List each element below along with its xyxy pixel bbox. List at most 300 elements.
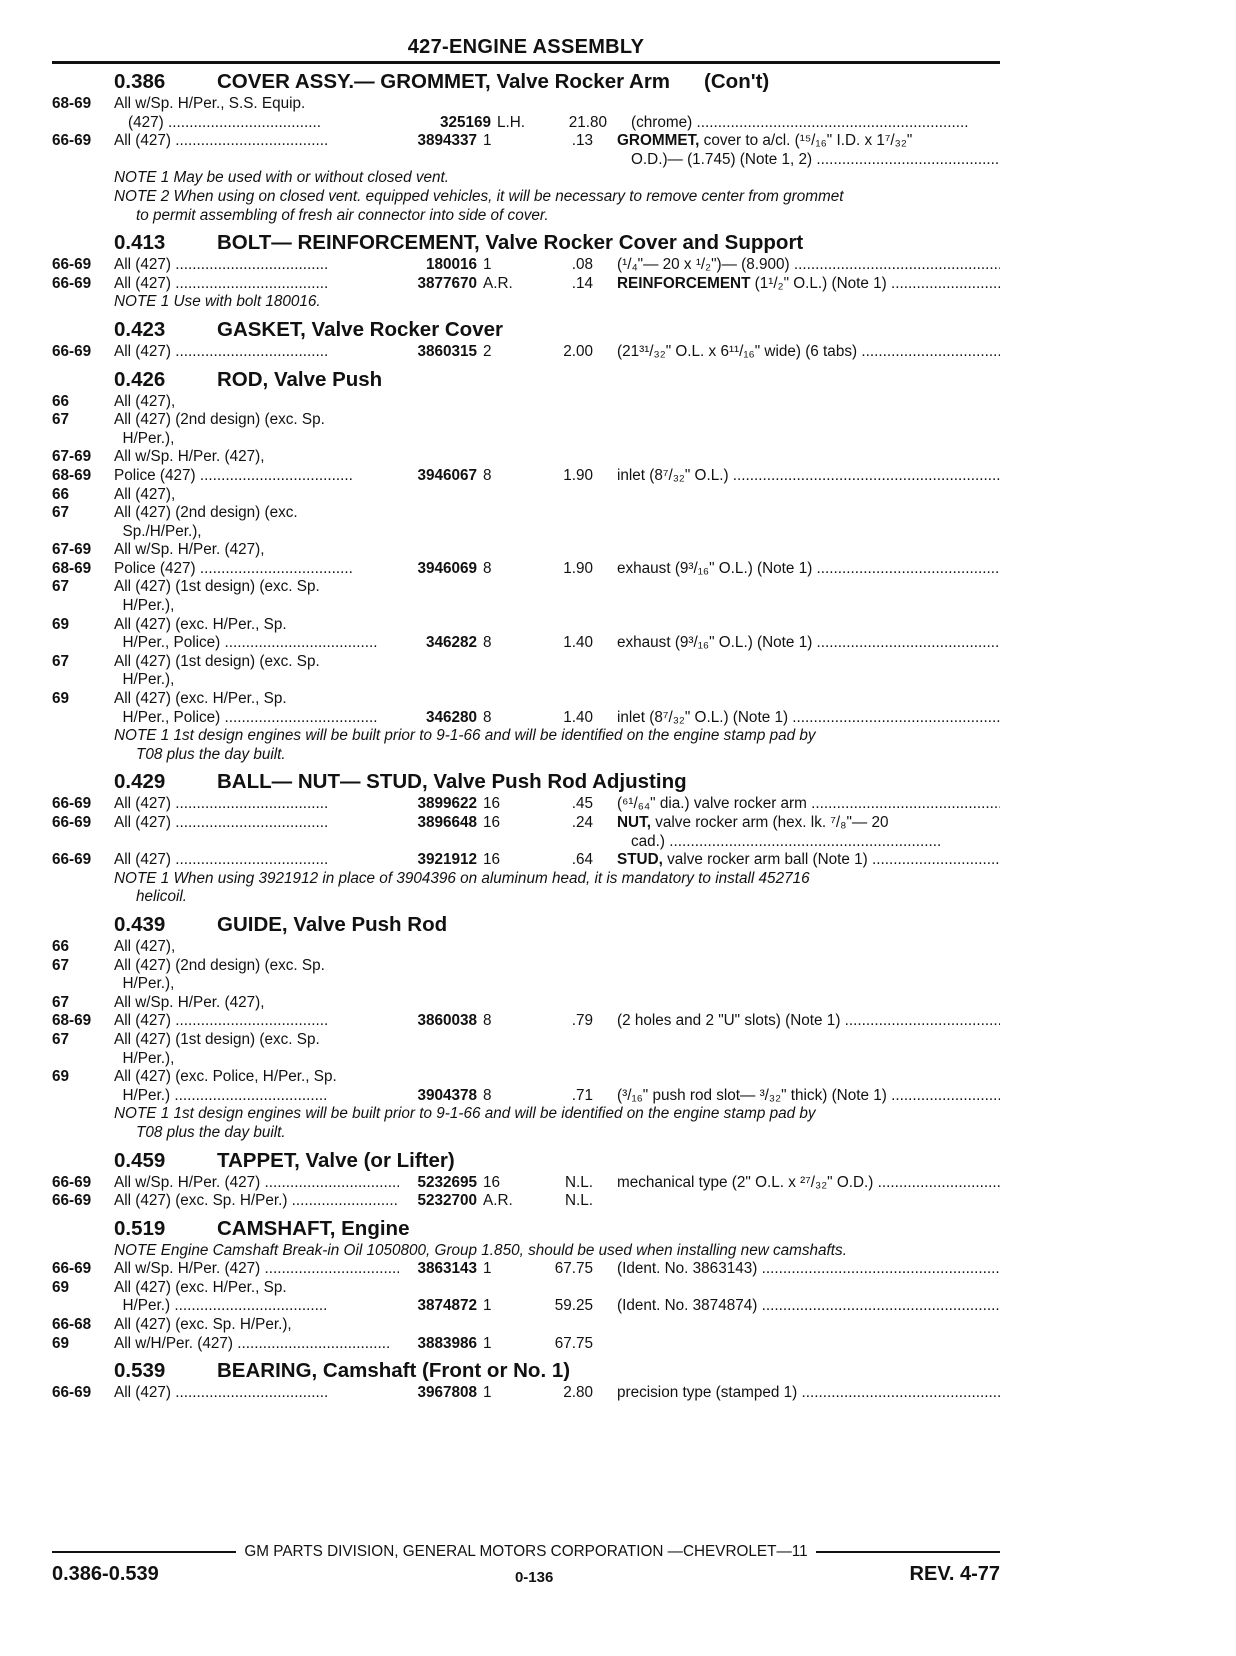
description [593, 578, 1000, 597]
application: All (427) (exc. Sp. H/Per.), [114, 1316, 292, 1334]
price: .45 [571, 795, 593, 813]
quantity [477, 486, 533, 505]
section-title: BALL— NUT— STUD, Valve Push Rod Adjusting [217, 770, 687, 794]
application: All (427) ..... [114, 256, 399, 275]
note [52, 169, 1000, 225]
application: All (427) (2nd design) (exc. Sp. [114, 956, 325, 974]
application: All (427), [114, 485, 176, 503]
part-row [52, 1297, 1000, 1316]
application: H/Per.), [114, 429, 175, 447]
part-row [52, 851, 1000, 870]
part-row [52, 132, 1000, 151]
description-text: (1¹/₂" O.L.) (Note 1) [750, 274, 887, 292]
year: 67-69 [52, 448, 92, 466]
price: 1.40 [563, 708, 593, 726]
year: 66 [52, 937, 70, 955]
description-text: valve rocker arm (hex. lk. ⁷/₈"— 20 [651, 814, 889, 831]
application: All (427) ..... [114, 1384, 399, 1403]
part-number: 3904378 [417, 1086, 477, 1104]
note-text: to permit assembling of fresh air connector into side of cover. [136, 206, 549, 224]
part-number: 3946067 [417, 466, 477, 484]
section-title: COVER ASSY.— GROMMET, Valve Rocker Arm [217, 70, 671, 93]
part-row [52, 523, 1000, 542]
quantity [477, 616, 533, 635]
year: 68-69 [52, 559, 92, 577]
description: (³/₁₆" push rod slot— ³/₃₂" thick) (Note 1) ..... [593, 1087, 1000, 1106]
price [533, 448, 593, 467]
part-rows [52, 938, 1000, 1105]
application: H/Per.) ..... [114, 1297, 399, 1316]
application: H/Per.), [114, 671, 175, 689]
application: All (427) (exc. Police, H/Per., Sp. [114, 1068, 337, 1086]
part-number: 3860038 [417, 1012, 477, 1030]
part-number [399, 938, 477, 957]
price [533, 1316, 593, 1335]
description [593, 1050, 1000, 1069]
application: H/Per.), [114, 597, 175, 615]
year: 68-69 [52, 1012, 92, 1030]
part-row [52, 1174, 1000, 1193]
part-number [399, 653, 477, 672]
part-row [52, 795, 1000, 814]
description: (Ident. No. 3863143) ..... [593, 1260, 1000, 1279]
year: 67 [52, 504, 70, 522]
part-name: STUD, [617, 851, 663, 869]
part-row [52, 467, 1000, 486]
part-number: 3883986 [417, 1334, 477, 1352]
price: .71 [571, 1086, 593, 1104]
price: 21.80 [568, 113, 607, 131]
section-title: GUIDE, Valve Push Rod [217, 912, 448, 936]
section-title: GASKET, Valve Rocker Cover [217, 317, 503, 341]
section-title: ROD, Valve Push [217, 367, 383, 391]
part-row [52, 975, 1000, 994]
year: 67-69 [52, 541, 92, 559]
description [593, 1335, 1000, 1354]
application: H/Per.) ..... [114, 1087, 399, 1106]
quantity: 16 [483, 1173, 501, 1191]
price: .14 [571, 274, 593, 292]
year: 66-69 [52, 342, 92, 360]
description [593, 486, 1000, 505]
note-text: NOTE 2 When using on closed vent. equipped vehicles, it will be necessary to remove center from grommet [114, 187, 844, 205]
price: .79 [571, 1012, 593, 1030]
year [52, 597, 114, 616]
price: .24 [571, 814, 593, 831]
price: 1.40 [563, 634, 593, 652]
part-number [399, 393, 477, 412]
footer-page-number: 0-136 [514, 1569, 554, 1586]
part-row [52, 1031, 1000, 1050]
part-number [399, 541, 477, 560]
application: All (427) (exc. H/Per., Sp. [114, 1278, 287, 1296]
year: 69 [52, 1278, 70, 1296]
application: H/Per.), [114, 975, 175, 993]
year: 66-69 [52, 1173, 92, 1191]
price: 2.00 [563, 342, 593, 360]
year [52, 1050, 114, 1069]
part-number: 3874872 [417, 1297, 477, 1315]
part-row [52, 95, 1000, 114]
quantity: A.R. [483, 1192, 513, 1210]
part-name: GROMMET, [617, 132, 700, 150]
quantity: 1 [483, 256, 492, 274]
quantity [477, 653, 533, 672]
price [533, 1068, 593, 1087]
description [593, 1279, 1000, 1298]
part-number [399, 1316, 477, 1335]
description: cad.) ..... [593, 833, 1000, 852]
application: Police (427) ..... [114, 560, 399, 579]
note [52, 727, 1000, 764]
year: 66-69 [52, 256, 92, 274]
part-row [52, 1050, 1000, 1069]
quantity [477, 430, 533, 449]
quantity: 2 [483, 342, 492, 360]
page-title: 427-ENGINE ASSEMBLY [407, 36, 645, 58]
year: 66-69 [52, 274, 92, 292]
part-number [399, 690, 477, 709]
application: All (427) (1st design) (exc. Sp. [114, 1030, 320, 1048]
year: 67 [52, 993, 70, 1011]
description [593, 690, 1000, 709]
price: 59.25 [554, 1297, 593, 1315]
description [593, 411, 1000, 430]
part-row [52, 1279, 1000, 1298]
part-row [52, 1012, 1000, 1031]
description: mechanical type (2" O.L. x ²⁷/₃₂" O.D.) ..... [593, 1174, 1000, 1193]
price [533, 393, 593, 412]
part-name: NUT, [617, 814, 651, 831]
description: (2 holes and 2 "U" slots) (Note 1) ..... [593, 1012, 1000, 1031]
quantity: 1 [483, 1384, 492, 1402]
quantity [477, 578, 533, 597]
part-number: 5232695 [417, 1173, 477, 1191]
footer-group-range: 0.386-0.539 [52, 1563, 159, 1585]
header-rule [52, 61, 1000, 64]
year [52, 114, 114, 133]
note-text: NOTE Engine Camshaft Break-in Oil 1050800, Group 1.850, should be used when installing new camshafts. [114, 1241, 847, 1259]
application: Sp./H/Per.), [114, 522, 202, 540]
year: 69 [52, 615, 70, 633]
price [533, 1031, 593, 1050]
year: 66-69 [52, 1260, 92, 1278]
part-number [399, 616, 477, 635]
year [52, 634, 114, 653]
price: N.L. [564, 1192, 593, 1210]
part-number [399, 523, 477, 542]
description: O.D.)— (1.745) (Note 1, 2) ..... [593, 151, 1000, 170]
year: 67 [52, 956, 70, 974]
price [533, 938, 593, 957]
description [593, 430, 1000, 449]
description [593, 671, 1000, 690]
part-row [52, 578, 1000, 597]
quantity [477, 1279, 533, 1298]
description [593, 597, 1000, 616]
quantity: 1 [483, 1334, 492, 1352]
price: 67.75 [554, 1334, 593, 1352]
part-row [52, 1087, 1000, 1106]
description-text: cover to a/cl. (¹⁵/₁₆" I.D. x 1⁷/₃₂" [699, 132, 913, 150]
description: inlet (8⁷/₃₂" O.L.) ..... [593, 467, 1000, 486]
year: 66-69 [52, 132, 92, 150]
description [593, 132, 1000, 151]
note-text: NOTE 1 1st design engines will be built prior to 9-1-66 and will be identified on the engine stamp pad by [114, 1105, 816, 1123]
part-number: 3863143 [417, 1260, 477, 1278]
year: 67 [52, 1030, 70, 1048]
description [593, 616, 1000, 635]
year [52, 1297, 114, 1316]
part-row [52, 1316, 1000, 1335]
application: All (427) (1st design) (exc. Sp. [114, 578, 320, 596]
application: Police (427) ..... [114, 467, 399, 486]
part-number [399, 975, 477, 994]
application: All (427), [114, 392, 176, 410]
application: All (427) ..... [114, 275, 399, 294]
price: 1.90 [563, 466, 593, 484]
price [533, 616, 593, 635]
quantity [477, 1068, 533, 1087]
application: All (427) ..... [114, 814, 399, 833]
description [593, 653, 1000, 672]
quantity: 8 [483, 634, 492, 652]
description [593, 541, 1000, 560]
part-number [399, 486, 477, 505]
quantity: 8 [483, 466, 492, 484]
description [593, 994, 1000, 1013]
year: 66 [52, 392, 70, 410]
part-row [52, 671, 1000, 690]
part-row [52, 256, 1000, 275]
price: .64 [571, 851, 593, 869]
part-name: REINFORCEMENT [617, 274, 751, 292]
application: (427) ..... [114, 114, 413, 133]
part-number [399, 448, 477, 467]
note-text: T08 plus the day built. [136, 1123, 286, 1141]
part-number [399, 994, 477, 1013]
note [52, 870, 1000, 907]
application: All (427) (1st design) (exc. Sp. [114, 652, 320, 670]
part-row [52, 560, 1000, 579]
section-header [52, 317, 1000, 343]
quantity: 8 [483, 1012, 492, 1030]
part-row [52, 1192, 1000, 1211]
description [593, 275, 1000, 294]
description [593, 975, 1000, 994]
application: All w/Sp. H/Per. (427) ..... [114, 1260, 399, 1279]
part-row [52, 486, 1000, 505]
note-text: NOTE 1 Use with bolt 180016. [114, 293, 321, 311]
description: exhaust (9³/₁₆" O.L.) (Note 1) ..... [593, 560, 1000, 579]
year: 66 [52, 485, 70, 503]
section-title: TAPPET, Valve (or Lifter) [217, 1148, 455, 1172]
part-number: 3877670 [417, 274, 477, 292]
quantity [477, 597, 533, 616]
price [533, 653, 593, 672]
description: inlet (8⁷/₃₂" O.L.) (Note 1) ..... [593, 709, 1000, 728]
application: All (427) ..... [114, 851, 399, 870]
application: All (427) (2nd design) (exc. Sp. [114, 411, 325, 429]
part-row [52, 709, 1000, 728]
part-number: 325169 [439, 113, 491, 131]
note-text: NOTE 1 May be used with or without closed vent. [114, 169, 449, 187]
section-header [52, 912, 1000, 938]
price [533, 541, 593, 560]
section-header [52, 1358, 1000, 1384]
quantity [477, 504, 533, 523]
part-row [52, 634, 1000, 653]
description [593, 1068, 1000, 1087]
section-header [52, 230, 1000, 256]
section-title: BEARING, Camshaft (Front or No. 1) [217, 1359, 571, 1383]
quantity: 1 [483, 1260, 492, 1278]
footer-revision: REV. 4-77 [909, 1563, 1000, 1585]
year: 66-68 [52, 1316, 92, 1334]
application: All (427) (exc. H/Per., Sp. [114, 615, 287, 633]
section-code: 0.539 [114, 1359, 166, 1383]
part-number: 346282 [425, 634, 477, 652]
application: All (427) (exc. H/Per., Sp. [114, 690, 287, 708]
quantity [477, 393, 533, 412]
quantity [477, 541, 533, 560]
price: 67.75 [554, 1260, 593, 1278]
application: All w/H/Per. (427) ..... [114, 1335, 399, 1354]
quantity [477, 994, 533, 1013]
description [593, 851, 1000, 870]
part-number [399, 411, 477, 430]
price [533, 578, 593, 597]
section-code: 0.386 [114, 70, 166, 93]
quantity: 16 [483, 851, 501, 869]
page-footer [52, 1543, 1000, 1586]
quantity [477, 448, 533, 467]
section-code: 0.459 [114, 1148, 166, 1172]
year: 66-69 [52, 814, 92, 831]
footer-rule [52, 1551, 236, 1553]
part-row [52, 833, 1000, 852]
year: 69 [52, 1334, 70, 1352]
part-rows [52, 393, 1000, 728]
quantity [477, 938, 533, 957]
year: 67 [52, 652, 70, 670]
part-row [52, 541, 1000, 560]
application: All (427) ..... [114, 1012, 399, 1031]
part-row [52, 393, 1000, 412]
application: All w/Sp. H/Per. (427), [114, 993, 265, 1011]
price: 1.90 [563, 559, 593, 577]
description-text: valve rocker arm ball (Note 1) [662, 851, 868, 869]
part-number: 346280 [425, 708, 477, 726]
part-number: 3946069 [417, 559, 477, 577]
part-number [399, 1031, 477, 1050]
price [533, 671, 593, 690]
year: 69 [52, 1068, 70, 1086]
application: All (427) (exc. Sp. H/Per.) ..... [114, 1192, 399, 1211]
section-code: 0.429 [114, 770, 166, 794]
footer-publisher: GM PARTS DIVISION, GENERAL MOTORS CORPORATION —CHEVROLET—11 [244, 1543, 808, 1560]
part-number [399, 597, 477, 616]
part-number: 3967808 [417, 1384, 477, 1402]
part-number [399, 1279, 477, 1298]
quantity: L.H. [497, 113, 526, 131]
price: 2.80 [563, 1384, 593, 1402]
part-row [52, 151, 1000, 170]
part-row [52, 653, 1000, 672]
quantity [477, 1050, 533, 1069]
application: All w/Sp. H/Per. (427) ..... [114, 1174, 399, 1193]
section-header [52, 1216, 1000, 1242]
part-row [52, 597, 1000, 616]
price [533, 1050, 593, 1069]
part-number [399, 430, 477, 449]
price [533, 690, 593, 709]
section-header [52, 367, 1000, 393]
note-text: NOTE 1 When using 3921912 in place of 3904396 on aluminum head, it is mandatory to install 452716 [114, 869, 810, 887]
description [593, 938, 1000, 957]
part-number: 5232700 [417, 1192, 477, 1210]
quantity [477, 671, 533, 690]
description [593, 504, 1000, 523]
description [593, 448, 1000, 467]
description [593, 523, 1000, 542]
description: (⁶¹/₆₄" dia.) valve rocker arm ..... [593, 795, 1000, 814]
section-code: 0.426 [114, 367, 166, 391]
part-number [399, 504, 477, 523]
part-row [52, 411, 1000, 430]
part-row [52, 616, 1000, 635]
price [533, 411, 593, 430]
quantity [477, 975, 533, 994]
quantity [477, 523, 533, 542]
year [52, 709, 114, 728]
description [593, 1031, 1000, 1050]
part-row [52, 114, 1000, 133]
year: 67 [52, 411, 70, 429]
part-number: 3894337 [417, 132, 477, 150]
part-number: 3896648 [417, 814, 477, 831]
price: N.L. [564, 1173, 593, 1191]
note-text: helicoil. [136, 888, 188, 906]
part-row [52, 994, 1000, 1013]
quantity [477, 411, 533, 430]
year: 68-69 [52, 466, 92, 484]
quantity: 16 [483, 795, 501, 813]
part-row [52, 938, 1000, 957]
year: 68-69 [52, 95, 92, 112]
part-row [52, 504, 1000, 523]
section-code: 0.519 [114, 1216, 166, 1240]
year: 66-69 [52, 1192, 92, 1210]
application: All (427) (2nd design) (exc. [114, 504, 298, 522]
application: All (427), [114, 937, 176, 955]
year: 66-69 [52, 1384, 92, 1402]
description [593, 814, 1000, 833]
section-code: 0.423 [114, 317, 166, 341]
description: precision type (stamped 1) ..... [593, 1384, 1000, 1403]
section-header [52, 769, 1000, 795]
quantity: A.R. [483, 274, 513, 292]
application: All (427) ..... [114, 343, 399, 362]
section-header [52, 1148, 1000, 1174]
part-row [52, 690, 1000, 709]
description [593, 393, 1000, 412]
year [52, 1087, 114, 1106]
price [533, 430, 593, 449]
application: All w/Sp. H/Per. (427), [114, 448, 265, 466]
application: All (427) ..... [114, 132, 399, 151]
year [52, 523, 114, 542]
